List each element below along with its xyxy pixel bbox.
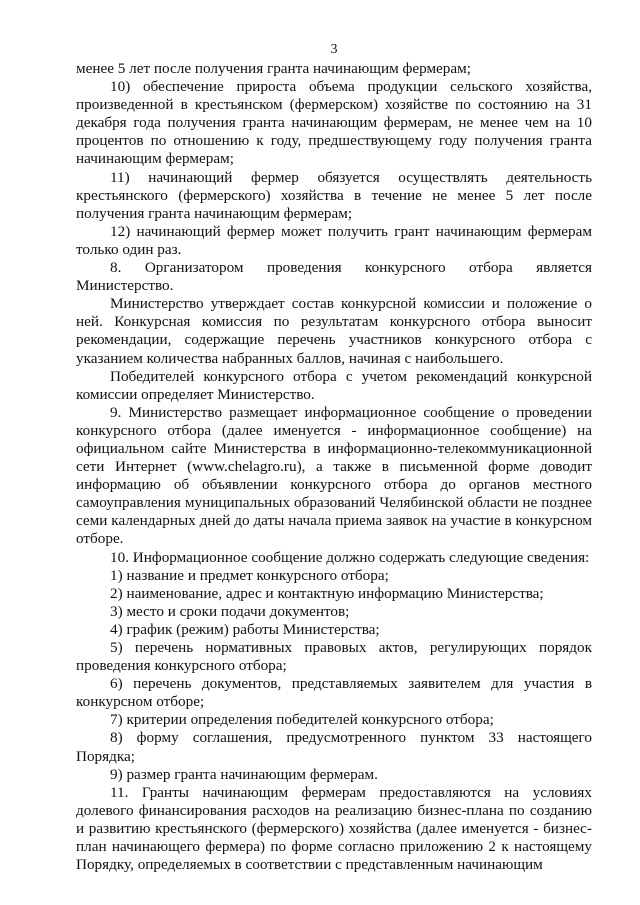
list-item-9: 9) размер гранта начинающим фермерам.: [110, 765, 378, 783]
paragraph-item-12: 12) начинающий фермер может получить грант начинающим фермерам только один раз.: [76, 222, 592, 258]
document-body: [76, 60, 592, 874]
paragraph-winners: Победителей конкурсного отбора с учетом рекомендаций конкурсной комиссии определяет Министерство.: [76, 367, 592, 403]
paragraph-item-10: 10) обеспечение прироста объема продукции сельского хозяйства, произведенной в крестьянском (фермерском) хозяйстве по состоянию на 31 декабря года получения гранта начинающим фермерам, не менее чем на 10 процентов по отношению к году, предшествующему году получения гранта начинающим фермерам;: [76, 78, 592, 168]
paragraph-item-11: 11) начинающий фермер обязуется осуществлять деятельность крестьянского (фермерского) хозяйства в течение не менее 5 лет после получения гранта начинающим фермерам;: [76, 168, 592, 222]
document-page: [76, 0, 592, 905]
list-item-7: 7) критерии определения победителей конкурсного отбора;: [110, 711, 494, 729]
paragraph-section-10: 10. Информационное сообщение должно содержать следующие сведения:: [110, 548, 590, 566]
list-item-8: 8) форму соглашения, предусмотренного пунктом 33 настоящего Порядка;: [76, 729, 592, 765]
paragraph-continuation: менее 5 лет после получения гранта начинающим фермерам;: [76, 60, 471, 77]
paragraph-commission: Министерство утверждает состав конкурсной комиссии и положение о ней. Конкурсная комиссия по результатам конкурсного отбора выносит рекомендации, содержащие перечень участников конкурсного отбора с указанием количества набранных баллов, начиная с наибольшего.: [76, 295, 592, 367]
paragraph-section-8: 8. Организатором проведения конкурсного отбора является Министерство.: [76, 259, 592, 295]
list-item-3: 3) место и сроки подачи документов;: [110, 602, 350, 620]
list-item-4: 4) график (режим) работы Министерства;: [110, 620, 380, 638]
list-item-6: 6) перечень документов, представляемых заявителем для участия в конкурсном отборе;: [76, 675, 592, 711]
list-item-1: 1) название и предмет конкурсного отбора;: [110, 566, 389, 584]
list-item-5: 5) перечень нормативных правовых актов, регулирующих порядок проведения конкурсного отбора;: [76, 639, 592, 675]
list-item-2: 2) наименование, адрес и контактную информацию Министерства;: [110, 584, 544, 602]
page-number: 3: [330, 42, 338, 57]
paragraph-section-11: 11. Гранты начинающим фермерам предоставляются на условиях долевого финансирования расходов на реализацию бизнес-плана по созданию и развитию крестьянского (фермерского) хозяйства (далее именуется - бизнес-план начинающего фермера) по форме согласно приложению 2 к настоящему Порядку, определяемых в соответствии с представленным начинающим: [76, 783, 592, 874]
paragraph-section-9: 9. Министерство размещает информационное сообщение о проведении конкурсного отбора (далее именуется - информационное сообщение) на официальном сайте Министерства в информационно-телекоммуникационной сети Интернет (www.chelagro.ru), а также в письменной форме доводит информацию об объявлении конкурсного отбора до органов местного самоуправления муниципальных образований Челябинской области не позднее семи календарных дней до даты начала приема заявок на участие в конкурсном отборе.: [76, 403, 592, 548]
